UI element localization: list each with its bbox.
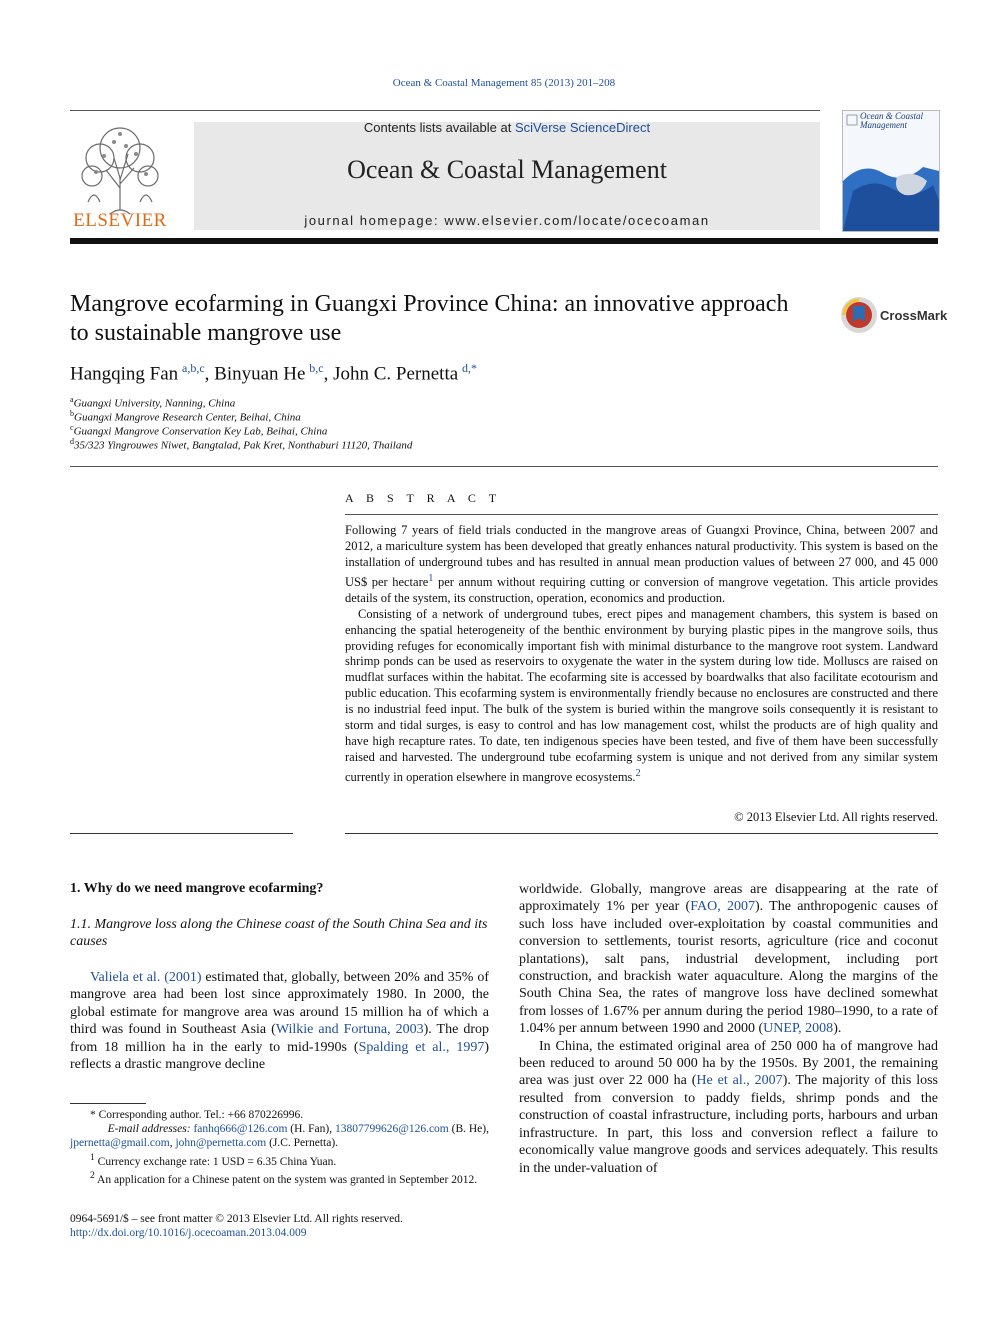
- contents-prefix: Contents lists available at: [363, 120, 515, 135]
- abstract-rule: [345, 833, 938, 834]
- footnote-rule: [70, 1103, 146, 1104]
- footnote-text: Currency exchange rate: 1 USD = 6.35 China Yuan.: [94, 1155, 337, 1168]
- affiliation-text: Guangxi Mangrove Research Center, Beihai, China: [74, 411, 301, 424]
- journal-citation[interactable]: Ocean & Coastal Management 85 (2013) 201–208: [392, 77, 616, 89]
- body-text: ). The drop from 18 million ha in the early to mid-1990s (: [70, 1022, 489, 1055]
- email-note: [70, 1122, 489, 1136]
- email-link[interactable]: jpernetta@gmail.com: [70, 1137, 170, 1150]
- email-separator: ,: [169, 1137, 176, 1150]
- affiliation-key: b: [70, 409, 74, 418]
- abstract-text: per annum without requiring cutting or conversion of mangrove vegetation. This article provides details of the system, its construction, operation, economics and production.: [345, 574, 938, 605]
- abstract-paragraph: [345, 523, 938, 607]
- body-text: ).: [833, 1021, 842, 1037]
- cover-title: Ocean & Coastal Management: [860, 111, 923, 130]
- citation-link[interactable]: Valiela et al. (2001): [90, 970, 202, 985]
- abstract-rule: [345, 514, 938, 515]
- doi-link[interactable]: http://dx.doi.org/10.1016/j.ocecoaman.2013.04.009: [70, 1227, 307, 1240]
- body-column-left: [70, 969, 489, 1073]
- email-link[interactable]: john@pernetta.com: [175, 1137, 267, 1150]
- body-column-right: [519, 881, 938, 1177]
- footnotes: [70, 1108, 489, 1187]
- abstract-body: [345, 523, 938, 786]
- citation-link[interactable]: He et al., 2007: [696, 1073, 783, 1089]
- corresponding-author-note: [70, 1108, 489, 1122]
- email-link[interactable]: fanhq666@126.com: [193, 1123, 288, 1136]
- citation-link[interactable]: Wilkie and Fortuna, 2003: [275, 1022, 424, 1038]
- author-list: [70, 361, 477, 385]
- section-heading: 1. Why do we need mangrove ecofarming?: [70, 881, 324, 896]
- journal-name: Ocean & Coastal Management: [347, 155, 667, 184]
- body-text: estimated that, globally, between 20% and 35% of mangrove area had been lost since approximately 1980. In 2000, the global estimate for mangrove area was around 15 million ha of which a third was found in Southeast Asia (: [70, 970, 489, 1038]
- copyright-line: © 2013 Elsevier Ltd. All rights reserved.: [734, 810, 938, 824]
- email-link[interactable]: 13807799626@126.com: [334, 1123, 449, 1136]
- email-owner: (H. Fan),: [287, 1123, 335, 1136]
- abstract-text: Following 7 years of field trials conducted in the mangrove areas of Guangxi Province, China, between 2007 and 2012, a mariculture system has been developed that greatly enhances natural productivity. This system is based on the installation of underground tubes and has resulted in annual mean production values of between 27 000, and 45 000 US$ per hectare: [345, 523, 938, 589]
- affiliation-key: c: [70, 423, 74, 432]
- front-matter: [70, 1212, 489, 1240]
- footnote-mark: 2: [90, 1169, 95, 1181]
- title-block-rule: [70, 466, 938, 467]
- email-owner: (B. He),: [448, 1123, 489, 1136]
- author-separator: ,: [323, 363, 334, 385]
- footnote-text: Corresponding author. Tel.: +66 870226996.: [95, 1109, 304, 1121]
- footnote-mark: *: [90, 1109, 96, 1121]
- author-affiliation-marks[interactable]: d,*: [461, 361, 477, 375]
- email-label: E-mail addresses:: [107, 1123, 194, 1136]
- left-column-rule: [70, 833, 293, 834]
- author-affiliation-marks[interactable]: b,c: [309, 361, 324, 375]
- body-paragraph: [519, 1038, 938, 1177]
- abstract-paragraph: [345, 607, 938, 786]
- top-rule: [70, 110, 820, 111]
- affiliation-d: [70, 437, 412, 452]
- body-text: ). The majority of this loss resulted from conversion to paddy fields, shrimp ponds and the construction of coastal infrastructure, including ports, harbours and urban infrastructure. In part, this loss and conversion reflect a failure to economically value mangrove goods and services adequately. This results in the under-valuation of: [519, 1073, 939, 1176]
- crossmark-label[interactable]: CrossMark: [880, 308, 948, 323]
- body-text: worldwide. Globally, mangrove areas are disappearing at the rate of approximately 1% per year (: [519, 882, 938, 915]
- elsevier-wordmark: ELSEVIER: [73, 210, 167, 231]
- citation-link[interactable]: FAO, 2007: [690, 899, 755, 915]
- affiliation-key: d: [70, 437, 74, 446]
- footnote-text: An application for a Chinese patent on the system was granted in September 2012.: [94, 1173, 478, 1186]
- body-paragraph: [70, 969, 489, 1073]
- header-thick-rule: [70, 238, 938, 244]
- author-name[interactable]: Hangqing Fan: [70, 363, 179, 385]
- article-title: Mangrove ecofarming in Guangxi Province China: an innovative approach to sustainable mangrove use: [70, 291, 789, 346]
- footnote-2: [70, 1169, 489, 1187]
- affiliation-text: Guangxi University, Nanning, China: [73, 397, 236, 410]
- author-affiliation-marks[interactable]: a,b,c: [182, 361, 205, 375]
- footnote-ref[interactable]: 1: [428, 572, 434, 584]
- abstract-text: Consisting of a network of underground tubes, erect pipes and management chambers, this system is based on enhancing the spatial heterogeneity of the benthic environment by burying plastic pipes in the mangrove soils, thus providing refuges for economically important fish with minimal disturbance to the mangrove root system. Landward shrimp ponds can be used as reservoirs to oxygenate the water in the system during low tide. Molluscs are raised on mudflat surfaces within the habitat. The ecofarming site is accessed by boardwalks that also facilitate ecotourism and public education. This ecofarming system is environmentally friendly because no enclosures are constructed and there is no industrial feed input. The bulk of the system is buried within the mangrove soils consequently it is resistant to storm and tidal surges, is easy to control and has low management cost, whilst the products are of high quality and have high recapture rates. To date, ten indigenous species have been tested, and five of them have been successfully raised and harvested. The underground tube ecofarming system is unique and not derived from any similar system currently in operation elsewhere in mangrove ecosystems.: [345, 606, 938, 784]
- email-owner: (J.C. Pernetta).: [266, 1137, 339, 1150]
- body-text: In China, the estimated original area of 250 000 ha of mangrove had been reduced to around 50 000 ha by the 1950s. By 2001, the remaining area was just over 22 000 ha (: [519, 1038, 938, 1089]
- affiliation-a: [70, 395, 235, 410]
- affiliation-text: 35/323 Yingrouwes Niwet, Bangtalad, Pak Kret, Nonthaburi 11120, Thailand: [74, 439, 413, 452]
- author-name[interactable]: John C. Pernetta: [333, 363, 459, 385]
- affiliation-key: a: [70, 395, 74, 404]
- body-text: ). The anthropogenic causes of such loss have included over-exploitation by coastal communities and conversion to settlements, tourist resorts, agriculture (rice and coconut plantations), salt pans, industrial development, including port construction, and brackish water aquaculture. Along the margins of the South China Sea, the rates of mangrove loss have declined somewhat from losses of 1.67% per annum during the period 1980–1990, to a rate of 1.04% per annum between 1990 and 2000 (: [519, 899, 939, 1037]
- citation-link[interactable]: Spalding et al., 1997: [358, 1039, 485, 1055]
- author-name[interactable]: Binyuan He: [214, 363, 306, 385]
- affiliation-text: Guangxi Mangrove Conservation Key Lab, Beihai, China: [73, 425, 328, 438]
- footnote-mark: 1: [90, 1151, 95, 1163]
- affiliation-c: [70, 423, 327, 438]
- footnote-1: [70, 1151, 489, 1169]
- abstract-heading: A B S T R A C T: [345, 491, 502, 505]
- body-paragraph: [519, 881, 938, 1038]
- subsection-heading: 1.1. Mangrove loss along the Chinese coast of the South China Sea and its causes: [70, 917, 488, 950]
- author-separator: ,: [204, 363, 215, 385]
- email-note-cont: [70, 1136, 489, 1150]
- contents-line: [194, 120, 820, 135]
- body-text: ) reflects a drastic mangrove decline: [70, 1039, 489, 1073]
- crossmark-icon[interactable]: [840, 296, 878, 334]
- citation-link[interactable]: UNEP, 2008: [763, 1021, 834, 1037]
- footnote-ref[interactable]: 2: [635, 767, 641, 779]
- issn-line: 0964-5691/$ – see front matter © 2013 Elsevier Ltd. All rights reserved.: [70, 1213, 403, 1225]
- journal-homepage[interactable]: journal homepage: www.elsevier.com/locate/ocecoaman: [304, 213, 710, 228]
- sciencedirect-link[interactable]: SciVerse ScienceDirect: [514, 120, 651, 135]
- affiliation-b: [70, 409, 301, 424]
